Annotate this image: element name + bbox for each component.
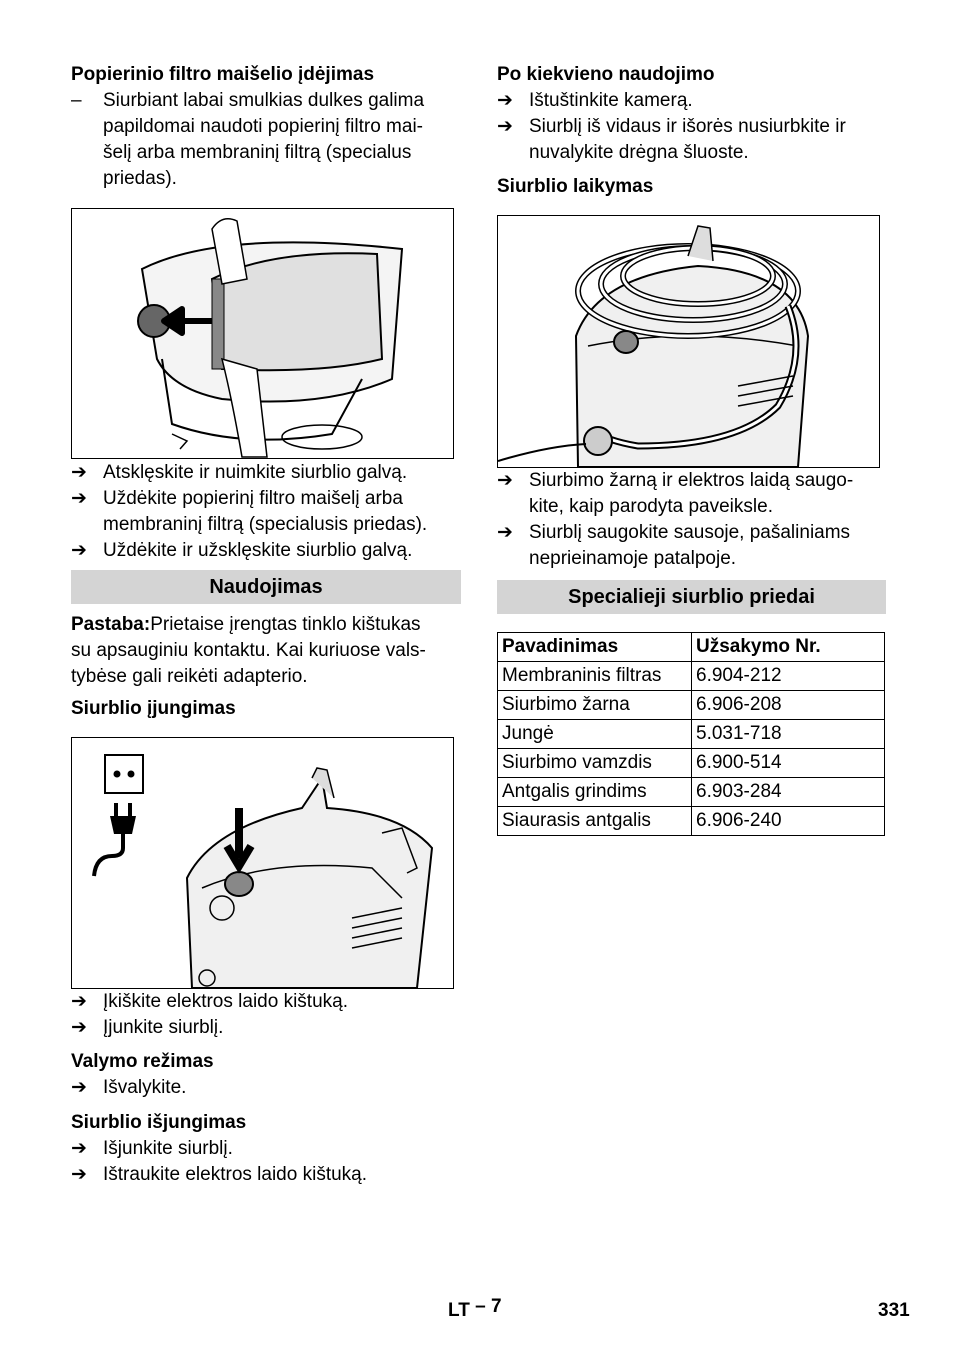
step-item: ➔ Išvalykite. xyxy=(71,1075,461,1101)
table-cell: Siurbimo žarna xyxy=(498,691,692,720)
dash-item: – Siurbiant labai smulkias dulkes galima papildomai naudoti popierinį filtro mai- šelį arba membraninį filtrą (specialus priedas). xyxy=(71,90,425,189)
heading-after-use: Po kiekvieno naudojimo xyxy=(497,64,715,85)
vacuum-bag-illustration xyxy=(72,209,453,458)
table-row xyxy=(498,662,885,691)
step-item: ➔ Įkiškite elektros laido kištuką. xyxy=(71,989,461,1015)
arrow-right-icon: ➔ xyxy=(71,1138,87,1159)
figure-switch-on xyxy=(71,737,454,989)
arrow-right-icon: ➔ xyxy=(71,462,87,483)
step-item: ➔ Siurblį saugokite sausoje, pašaliniams neprieinamoje patalpoje. xyxy=(497,522,851,569)
table-cell: Siaurasis antgalis xyxy=(498,807,692,836)
heading-switch-off: Siurblio išjungimas xyxy=(71,1112,247,1133)
dash-marker: – xyxy=(71,90,82,111)
step-item: ➔ Siurbimo žarną ir elektros laidą saugo- kite, kaip parodyta paveiksle. xyxy=(497,470,854,517)
arrow-right-icon: ➔ xyxy=(71,488,87,509)
heading-cleaning-mode: Valymo režimas xyxy=(71,1051,214,1072)
table-cell: Siurbimo vamzdis xyxy=(498,749,692,778)
figure-storage xyxy=(497,215,880,468)
arrow-right-icon: ➔ xyxy=(71,1017,87,1038)
step-item: ➔ Uždėkite popierinį filtro maišelį arba membraninį filtrą (specialusis priedas). xyxy=(71,488,428,535)
table-cell: Jungė xyxy=(498,720,692,749)
arrow-right-icon: ➔ xyxy=(497,90,513,111)
column-header: Užsakymo Nr. xyxy=(692,633,885,662)
accessories-table xyxy=(497,632,885,836)
footer-page-number: 331 xyxy=(878,1300,910,1321)
table-cell: Antgalis grindims xyxy=(498,778,692,807)
arrow-right-icon: ➔ xyxy=(497,522,513,543)
heading-storage: Siurblio laikymas xyxy=(497,176,654,197)
figure-filter-bag xyxy=(71,208,454,459)
footer-lang: LT xyxy=(448,1300,470,1321)
table-cell: 6.906-208 xyxy=(692,691,885,720)
heading-filter-bag: Popierinio filtro maišelio įdėjimas xyxy=(71,64,375,85)
table-cell: 6.900-514 xyxy=(692,749,885,778)
arrow-right-icon: ➔ xyxy=(497,116,513,137)
table-row xyxy=(498,720,885,749)
table-cell: 6.906-240 xyxy=(692,807,885,836)
arrow-right-icon: ➔ xyxy=(497,470,513,491)
section-band-naudojimas: Naudojimas xyxy=(71,570,461,604)
step-item: ➔ Išjunkite siurblį. xyxy=(71,1136,461,1162)
table-cell: 5.031-718 xyxy=(692,720,885,749)
table-row xyxy=(498,778,885,807)
table-row xyxy=(498,807,885,836)
socket-icon xyxy=(105,755,143,793)
table-cell: 6.903-284 xyxy=(692,778,885,807)
note-label: Pastaba: xyxy=(71,614,151,635)
step-item: ➔ Ištuštinkite kamerą. xyxy=(497,88,886,114)
footer-code: – 7 xyxy=(475,1296,502,1317)
section-band-accessories: Specialieji siurblio priedai xyxy=(497,580,886,614)
step-item: ➔ Įjunkite siurblį. xyxy=(71,1015,461,1041)
plug-icon xyxy=(94,803,136,876)
step-item: ➔ Atsklęskite ir nuimkite siurblio galvą. xyxy=(71,460,461,486)
vacuum-switch-illustration xyxy=(72,738,453,988)
step-item: ➔ Ištraukite elektros laido kištuką. xyxy=(71,1162,461,1188)
footer-page-code xyxy=(448,1298,502,1324)
arrow-right-icon: ➔ xyxy=(71,1077,87,1098)
arrow-right-icon: ➔ xyxy=(71,1164,87,1185)
step-item: ➔ Uždėkite ir užsklęskite siurblio galvą. xyxy=(71,538,461,564)
left-column xyxy=(71,62,461,1188)
table-header-row xyxy=(498,633,885,662)
table-row xyxy=(498,749,885,778)
column-header: Pavadinimas xyxy=(498,633,692,662)
table-cell: 6.904-212 xyxy=(692,662,885,691)
heading-switch-on: Siurblio įjungimas xyxy=(71,698,236,719)
note-paragraph: Pastaba:Prietaise įrengtas tinklo kištukas su apsauginiu kontaktu. Kai kuriuose vals- tybėse gali reikėti adapterio. xyxy=(71,614,426,687)
right-column xyxy=(497,62,886,836)
table-cell: Membraninis filtras xyxy=(498,662,692,691)
vacuum-storage-illustration xyxy=(498,216,879,467)
arrow-right-icon: ➔ xyxy=(71,540,87,561)
table-row xyxy=(498,691,885,720)
arrow-right-icon: ➔ xyxy=(71,991,87,1012)
step-item: ➔ Siurblį iš vidaus ir išorės nusiurbkite ir nuvalykite drėgna šluoste. xyxy=(497,116,846,163)
